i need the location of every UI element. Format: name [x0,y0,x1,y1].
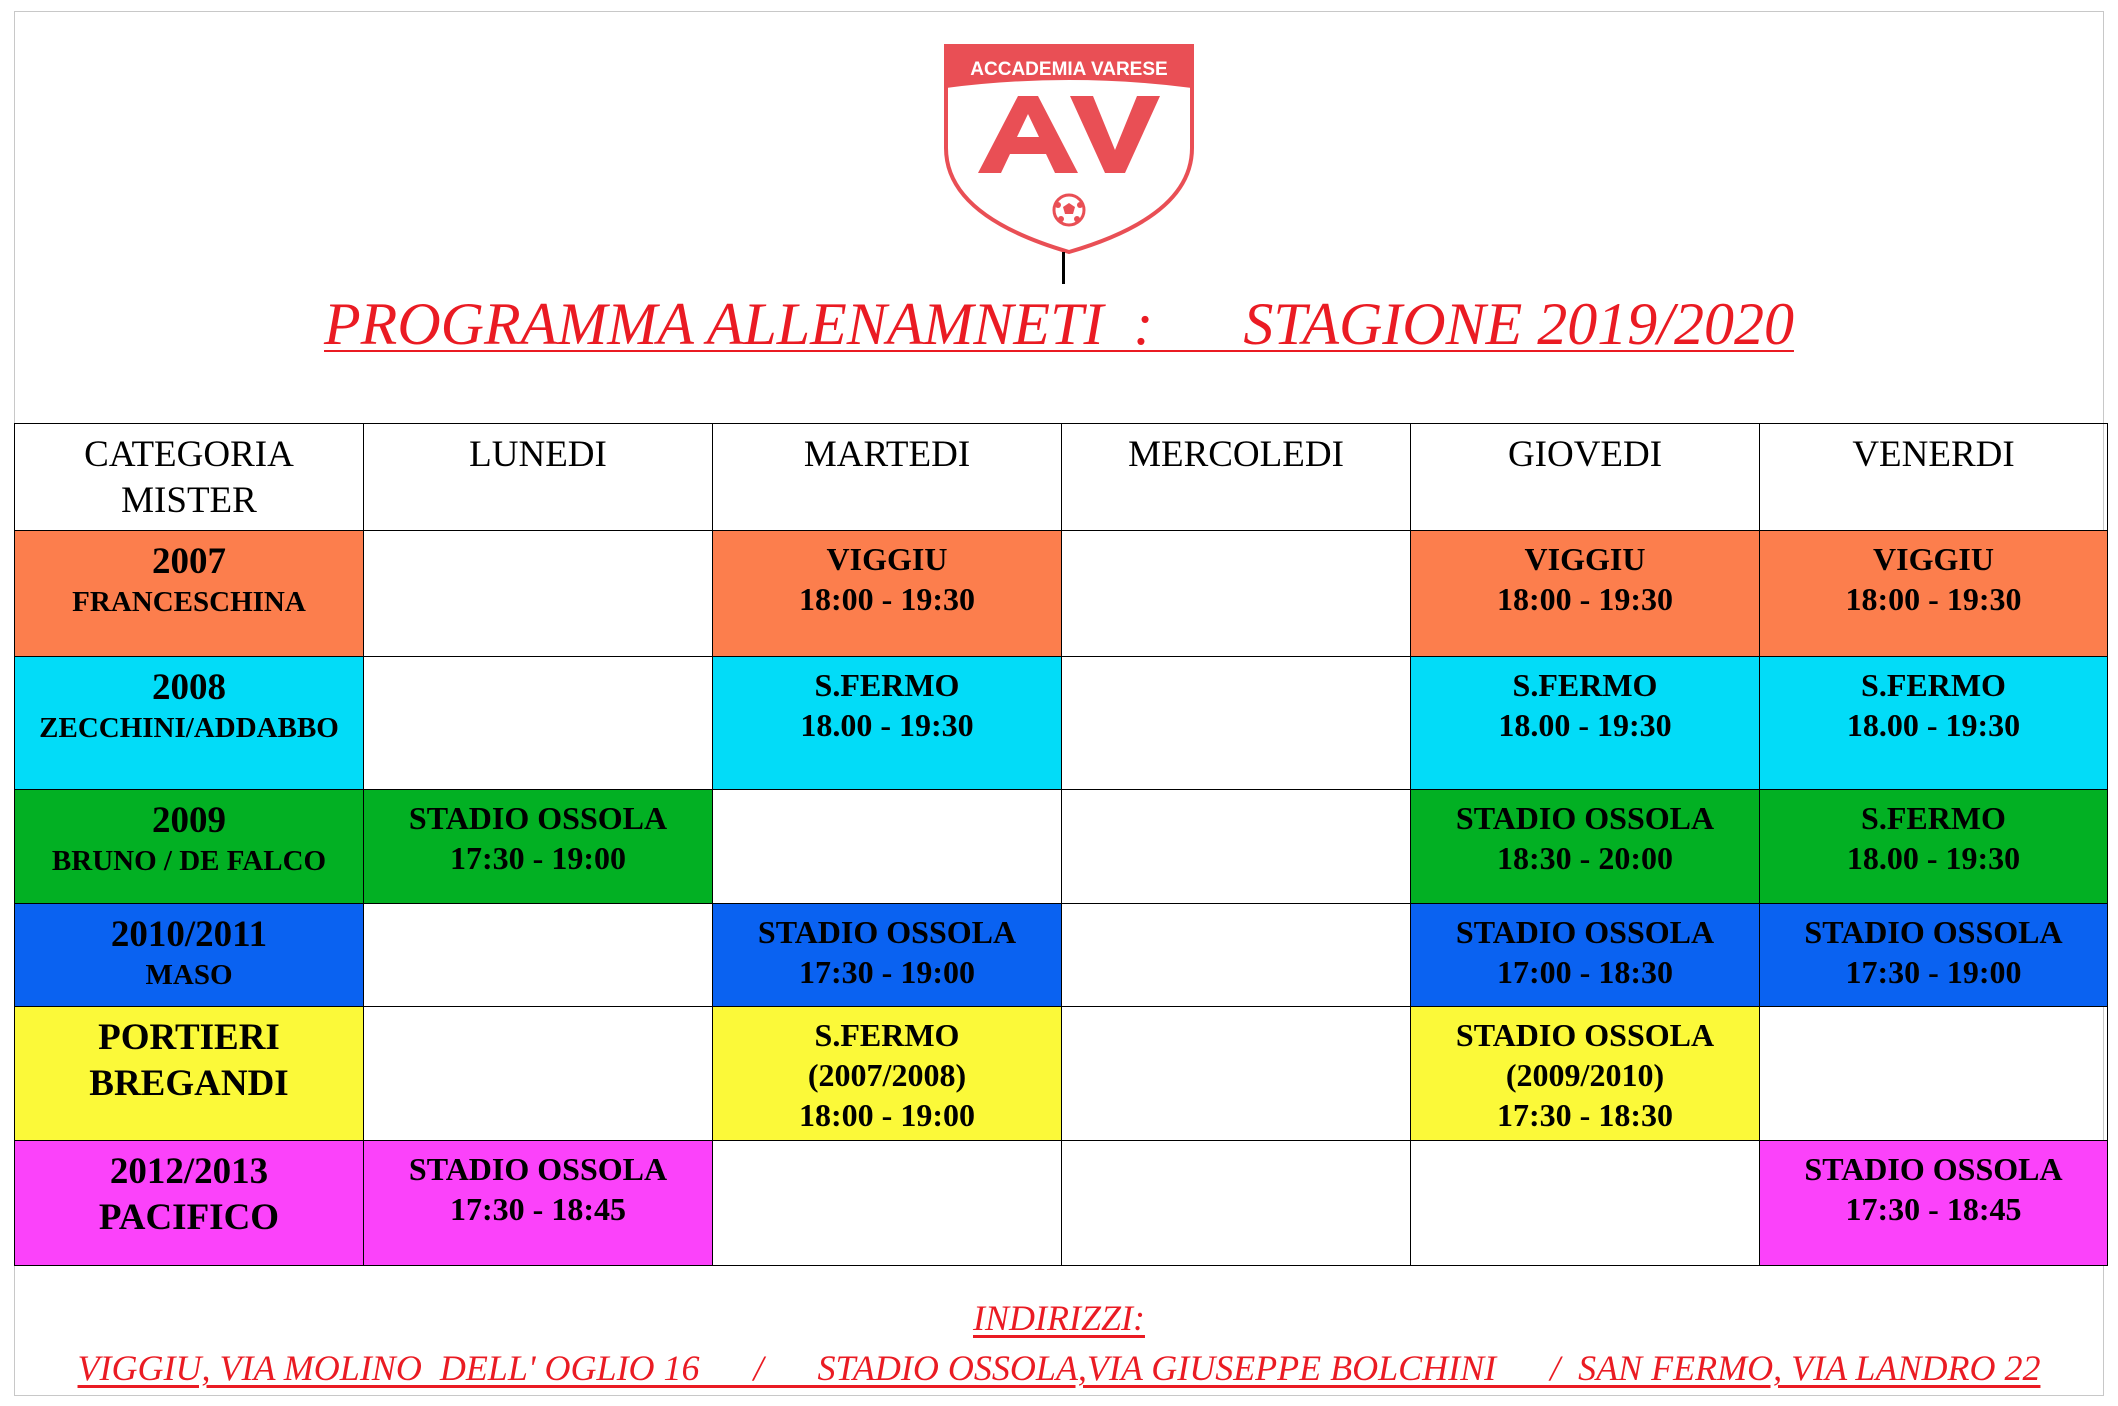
category-cell: 2009 BRUNO / DE FALCO [15,790,364,904]
schedule-cell-empty [364,531,713,657]
schedule-cell-empty [1062,656,1411,790]
logo-text: ACCADEMIA VARESE [970,59,1168,80]
schedule-cell-empty [1411,1141,1760,1266]
table-row [15,904,2108,1006]
header-row [15,424,2108,531]
schedule-cell: VIGGIU 18:00 - 19:30 [713,531,1062,657]
schedule-cell-empty [713,1141,1062,1266]
schedule-cell-empty [364,656,713,790]
schedule-cell: VIGGIU 18:00 - 19:30 [1411,531,1760,657]
schedule-cell-empty [1062,904,1411,1006]
table-row [15,790,2108,904]
schedule-cell: STADIO OSSOLA 17:00 - 18:30 [1411,904,1760,1006]
schedule-cell: S.FERMO 18.00 - 19:30 [1760,790,2108,904]
schedule-cell: STADIO OSSOLA (2009/2010) 17:30 - 18:30 [1411,1006,1760,1141]
schedule-cell-empty [1062,1141,1411,1266]
page-title: PROGRAMMA ALLENAMNETI : STAGIONE 2019/2020 [324,291,1794,357]
addresses-title: INDIRIZZI: [973,1298,1145,1338]
table-row [15,1006,2108,1141]
category-cell: 2012/2013 PACIFICO [15,1141,364,1266]
schedule-cell-empty [1760,1006,2108,1141]
schedule-cell: STADIO OSSOLA 18:30 - 20:00 [1411,790,1760,904]
category-cell: 2008 ZECCHINI/ADDABBO [15,656,364,790]
schedule-cell: STADIO OSSOLA 17:30 - 18:45 [364,1141,713,1266]
schedule-cell: STADIO OSSOLA 17:30 - 18:45 [1760,1141,2108,1266]
schedule-cell: STADIO OSSOLA 17:30 - 19:00 [713,904,1062,1006]
vertical-mark [1062,252,1065,284]
schedule-cell: S.FERMO 18.00 - 19:30 [1760,656,2108,790]
soccer-ball-icon [1054,195,1084,225]
header-martedi: MARTEDI [713,424,1062,531]
header-venerdi: VENERDI [1760,424,2108,531]
addresses-line: VIGGIU, VIA MOLINO DELL' OGLIO 16 / STADIO OSSOLA,VIA GIUSEPPE BOLCHINI / SAN FERMO, VIA LANDRO 22 [77,1348,2041,1388]
schedule-cell-empty [1062,790,1411,904]
table-row [15,1141,2108,1266]
schedule-cell: STADIO OSSOLA 17:30 - 19:00 [364,790,713,904]
schedule-cell-empty [364,904,713,1006]
table-row [15,531,2108,657]
accademia-varese-logo [940,38,1198,258]
header-mercoledi: MERCOLEDI [1062,424,1411,531]
schedule-cell: S.FERMO (2007/2008) 18:00 - 19:00 [713,1006,1062,1141]
table-row [15,656,2108,790]
category-cell: PORTIERI BREGANDI [15,1006,364,1141]
schedule-cell: S.FERMO 18.00 - 19:30 [713,656,1062,790]
header-lunedi: LUNEDI [364,424,713,531]
schedule-cell-empty [1062,1006,1411,1141]
schedule-cell: STADIO OSSOLA 17:30 - 19:00 [1760,904,2108,1006]
schedule-cell: VIGGIU 18:00 - 19:30 [1760,531,2108,657]
schedule-cell-empty [1062,531,1411,657]
training-schedule-table [14,423,2108,1266]
category-cell: 2007 FRANCESCHINA [15,531,364,657]
category-cell: 2010/2011 MASO [15,904,364,1006]
schedule-cell-empty [364,1006,713,1141]
schedule-cell: S.FERMO 18.00 - 19:30 [1411,656,1760,790]
header-category: CATEGORIA MISTER [15,424,364,531]
schedule-cell-empty [713,790,1062,904]
header-giovedi: GIOVEDI [1411,424,1760,531]
